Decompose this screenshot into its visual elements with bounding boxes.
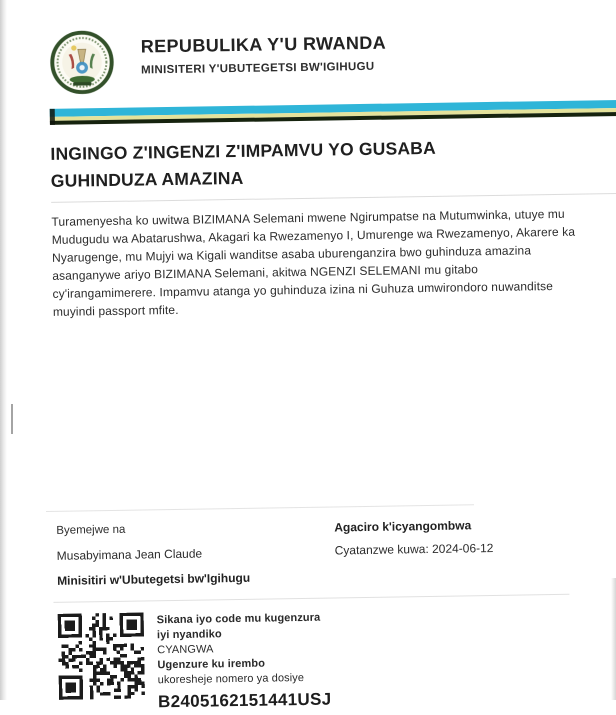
validity-title: Agaciro k'icyangombwa — [334, 518, 472, 535]
scan-artifact-mark — [11, 404, 13, 434]
republic-title: REPUBULIKA Y'U RWANDA — [140, 32, 387, 57]
file-number: B2405162151441USJ — [157, 689, 332, 712]
scan-edge-left — [0, 0, 7, 700]
approval-block — [56, 521, 335, 588]
signature-section — [56, 516, 616, 588]
document-header — [48, 21, 611, 96]
verification-separator — [53, 594, 569, 603]
issued-date: Cyatanzwe kuwa: 2024-06-12 — [334, 541, 494, 558]
ministry-subtitle: MINISITERI Y'UBUTEGETSI BW'IGIHUGU — [141, 60, 375, 77]
approver-title: Minisitiri w'Ubutegetsi bw'Igihugu — [57, 571, 251, 589]
notice-paragraph: Turamenyesha ko uwitwa BIZIMANA Selemani mwene Ngirumpatse na Mutumwinka, utuye mu Mudugudu wa Abatarushwa, Akagari ka Rwezamenyo I, Umurenge wa Rwezamenyo, Akarere ka Nyarugenge, mu Mujyi wa Kigali wanditse asaba uburenganzira bwo guhinduza amazina asanganywe ariyo BIZIMANA Selemani, akitwa NGENZI SELEMANI mu gitabo cy'irangamimerere. Impamvu atanga yo guhinduza izina ni Guhuza umwirondoro nuwanditse muyindi passport mfite. — [51, 207, 576, 320]
flag-stripe-divider — [50, 100, 616, 125]
rwanda-coat-of-arms-icon — [48, 29, 115, 96]
validity-block — [334, 516, 616, 583]
portal-instruction-line1: Ugenzure ku irembo — [157, 657, 266, 672]
approved-by-label: Byemejwe na — [56, 524, 126, 538]
document-heading: INGINGO Z'INGENZI Z'IMPAMVU YO GUSABA GUHINDUZA AMAZINA — [50, 137, 436, 192]
approver-name: Musabyimana Jean Claude — [56, 546, 203, 564]
qr-code-icon — [58, 613, 145, 700]
scan-instruction-line1: Sikana iyo code mu kugenzura — [156, 611, 321, 627]
flag-stripe-left-cap — [50, 109, 55, 125]
or-label: CYANGWA — [157, 643, 214, 657]
verification-text — [157, 611, 332, 713]
heading-separator — [51, 193, 616, 203]
portal-instruction-line2: ukoresheje nomero ya dosiye — [157, 672, 305, 687]
signature-separator — [46, 505, 474, 513]
scan-instruction-line2: iyi nyandiko — [156, 628, 222, 642]
scan-edge-right — [611, 578, 616, 700]
verification-section — [58, 605, 616, 714]
